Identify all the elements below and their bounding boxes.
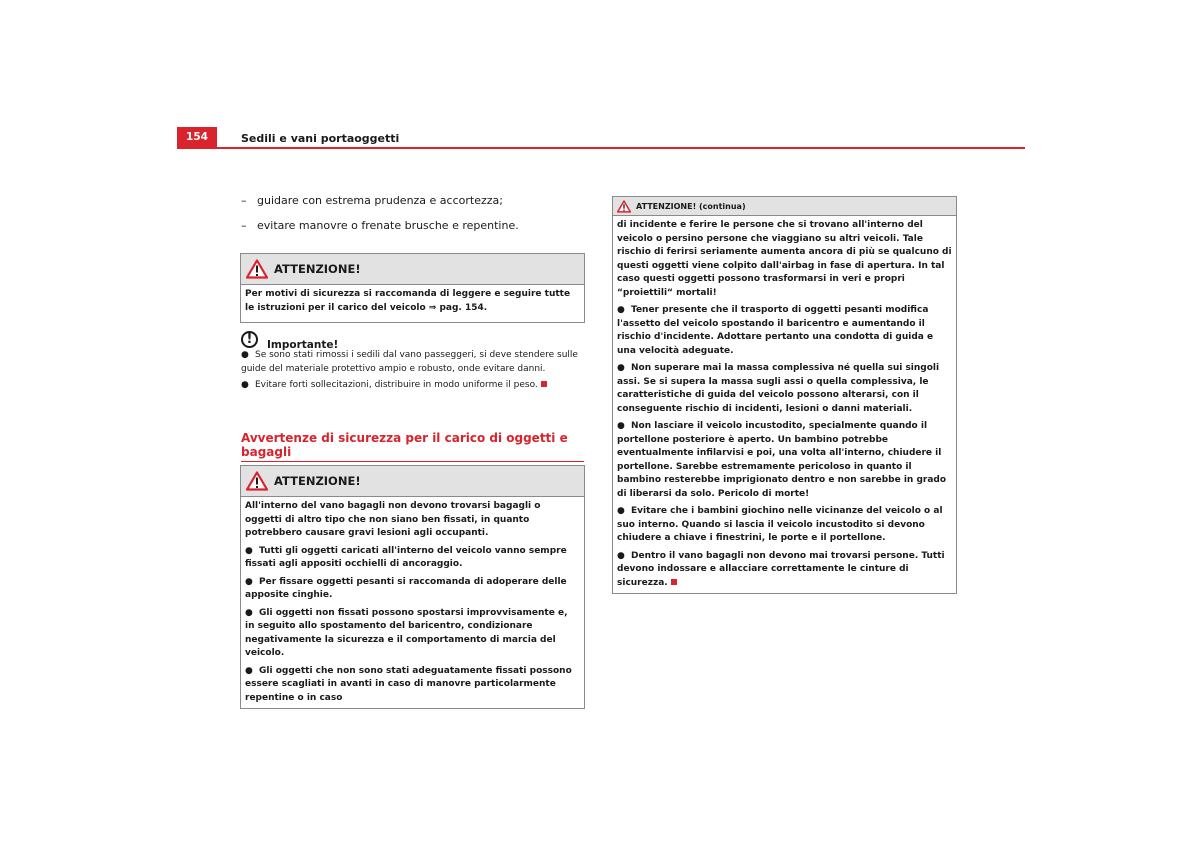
warning-title: ATTENZIONE! — [274, 474, 361, 488]
warning-text: All'interno del vano bagagli non devono trovarsi bagagli o oggetti di altro tipo che non siano ben fissati, in quanto potrebbero causare gravi lesioni agli occupanti. ● Tutti gli oggetti caricati all'interno del veicolo vanno sempre fissati agli appositi occhielli di ancoraggio. ● Per fissare oggetti pesanti si raccomanda di adoperare delle apposite cinghie. ● Gli oggetti non fissati possono spostarsi improvvisamente e, in seguito allo spostamento del baricentro, condizionare negativamente la sicurezza e il comportamento di marcia del veicolo. ● Gli oggetti che non sono stati adeguatamente fissati possono essere scagliati in avanti in caso di manovre particolarmente repentine o in caso — [241, 497, 584, 708]
exclamation-circle-icon: ! — [241, 331, 258, 348]
importante-list — [241, 349, 586, 396]
warning-triangle-icon — [617, 200, 631, 213]
list-item: ● Non lasciare il veicolo incustodito, specialmente quando il portellone posteriore è aperto. Un bambino potrebbe eventualmente infilarvisi e poi, una volta all'interno, chiudere il portellone. Sarebbe estremamente pericoloso in quanto il bambino resterebbe imprigionato dentro e non sarebbe in grado di liberarsi da solo. Pericolo di morte! — [617, 421, 947, 499]
list-item: – evitare manovre o frenate brusche e repentine. — [241, 219, 519, 232]
warning-box — [240, 253, 585, 323]
warning-title: ATTENZIONE! (continua) — [636, 201, 746, 211]
list-item: ● Gli oggetti non fissati possono spostarsi improvvisamente e, in seguito allo spostamento del baricentro, condizionare negativamente la sicurezza e il comportamento di marcia del veicolo. — [245, 607, 568, 658]
warning-triangle-icon — [246, 259, 268, 279]
warning-text: di incidente e ferire le persone che si trovano all'interno del veicolo o persino persone che viaggiano su altri veicoli. Tale rischio di ferirsi seriamente aumenta ancora di più se qualcuno di questi oggetti viene colpito dall'airbag in fase di apertura. In tal caso questi oggetti possono trasformarsi in veri e propri “proiettili“ mortali! ● Tener presente che il trasporto di oggetti pesanti modifica l'assetto del veicolo spostando il baricentro e aumentando il rischio d'incidente. Adottare pertanto una condotta di guida e una velocità adeguate. ● Non superare mai la massa complessiva né quella sui singoli assi. Se si supera la massa sugli assi o quella complessiva, le caratteristiche di guida del veicolo possono alterarsi, con il conseguente rischio di incidenti, lesioni o danni materiali. ● Non lasciare il veicolo incustodito, specialmente quando il portellone posteriore è aperto. Un bambino potrebbe eventualmente infilarvisi e poi, una volta all'interno, chiudere il portellone. Sarebbe estremamente pericoloso in quanto il bambino resterebbe imprigionato dentro e non sarebbe in grado di liberarsi da solo. Pericolo di morte! ● Evitare che i bambini giochino nelle vicinanze del veicolo o al suo interno. Quando si lascia il veicolo incustodito si devono chiudere a chiave i finestrini, le porte e il portellone. ● Dentro il vano bagagli non devono mai trovarsi persone. Tutti devono indossare e allacciare correttamente le cinture di sicurezza. — [613, 216, 956, 593]
list-item: ● Non superare mai la massa complessiva né quella sui singoli assi. Se si supera la massa sugli assi o quella complessiva, le caratteristiche di guida del veicolo possono alterarsi, con il conseguente rischio di incidenti, lesioni o danni materiali. — [617, 363, 940, 414]
list-item: ● Tutti gli oggetti caricati all'interno del veicolo vanno sempre fissati agli appositi occhielli di ancoraggio. — [245, 545, 567, 569]
list-item: ● Evitare che i bambini giochino nelle vicinanze del veicolo o al suo interno. Quando si lascia il veicolo incustodito si devono chiudere a chiave i finestrini, le porte e il portellone. — [617, 506, 943, 543]
warning-header — [241, 254, 584, 285]
warning-text: Per motivi di sicurezza si raccomanda di leggere e seguire tutte le istruzioni per il carico del veicolo ⇒ pag. 154. — [245, 289, 571, 313]
warning-box — [240, 465, 585, 709]
list-item: ● Se sono stati rimossi i sedili dal vano passeggeri, si deve stendere sulle guide del materiale protettivo ampio e robusto, onde evitare danni. — [241, 350, 578, 374]
header-rule — [177, 147, 1025, 149]
end-square-icon — [671, 579, 677, 585]
importante-header — [241, 327, 338, 351]
warning-box-continued — [612, 196, 957, 594]
list-item: ● Evitare forti sollecitazioni, distribuire in modo uniforme il peso. — [241, 379, 586, 393]
page-number: 154 — [177, 127, 217, 147]
warning-header — [241, 466, 584, 497]
end-square-icon — [541, 381, 547, 387]
list-item: ● Per fissare oggetti pesanti si raccomanda di adoperare delle apposite cinghie. — [245, 576, 567, 600]
importante-title: Importante! — [267, 339, 339, 351]
header-title: Sedili e vani portaoggetti — [241, 132, 400, 145]
warning-title: ATTENZIONE! — [274, 262, 361, 276]
list-item: ● Dentro il vano bagagli non devono mai trovarsi persone. Tutti devono indossare e allacciare correttamente le cinture di sicurezza. — [617, 550, 945, 588]
list-item: – guidare con estrema prudenza e accortezza; — [241, 194, 503, 207]
section-heading: Avvertenze di sicurezza per il carico di oggetti e bagagli — [241, 431, 584, 462]
warning-triangle-icon — [246, 471, 268, 491]
list-item: ● Tener presente che il trasporto di oggetti pesanti modifica l'assetto del veicolo spostando il baricentro e aumentando il rischio d'incidente. Adottare pertanto una condotta di guida e una velocità adeguate. — [617, 305, 934, 356]
list-item: ● Gli oggetti che non sono stati adeguatamente fissati possono essere scagliati in avanti in caso di manovre particolarmente repentine o in caso — [245, 665, 572, 703]
warning-header — [613, 197, 956, 216]
